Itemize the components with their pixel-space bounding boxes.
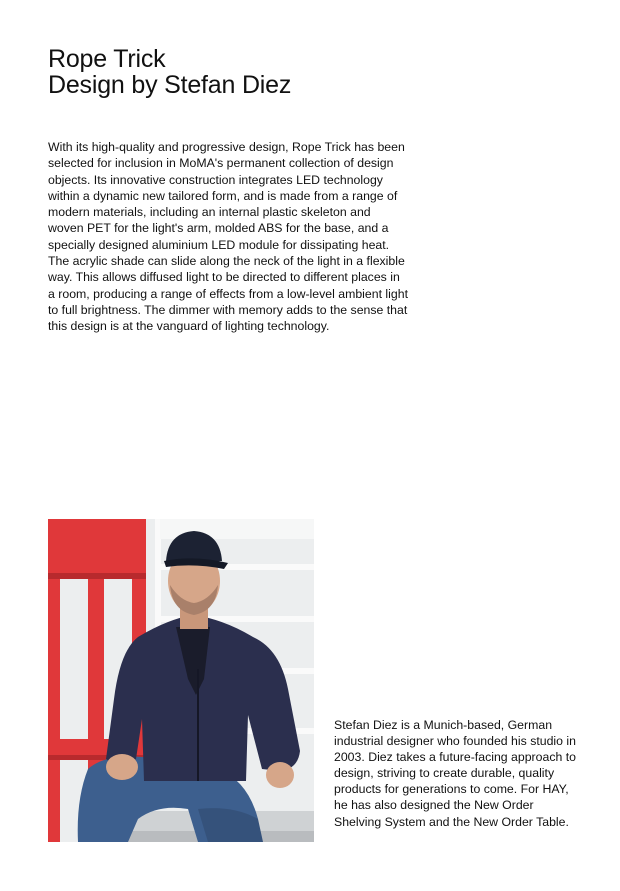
page-title — [48, 46, 291, 98]
designer-credit: Design by Stefan Diez — [48, 71, 292, 99]
product-description: With its high-quality and progressive design, Rope Trick has been selected for inclusion in MoMA's permanent collection of design objects. Its innovative construction integrates LED technology within a dynamic new tailored form, and is made from a range of modern materials, including an internal plastic skeleton and woven PET for the light's arm, molded ABS for the base, and a specially designed aluminium LED module for dissipating heat. The acrylic shade can slide along the neck of the light in a flexible way. This allows diffused light to be directed to different places in a room, producing a range of effects from a low-level ambient light to full brightness. The dimmer with memory adds to the sense that this design is at the vanguard of lighting technology. — [48, 140, 408, 334]
product-name: Rope Trick — [48, 45, 166, 73]
designer-photo — [48, 519, 314, 842]
designer-bio: Stefan Diez is a Munich-based, German industrial designer who founded his studio in 2003. Diez takes a future-facing approach to design, striving to create durable, quality products for generations to come. For HAY, he has also designed the New Order Shelving System and the New Order Table. — [334, 718, 576, 829]
